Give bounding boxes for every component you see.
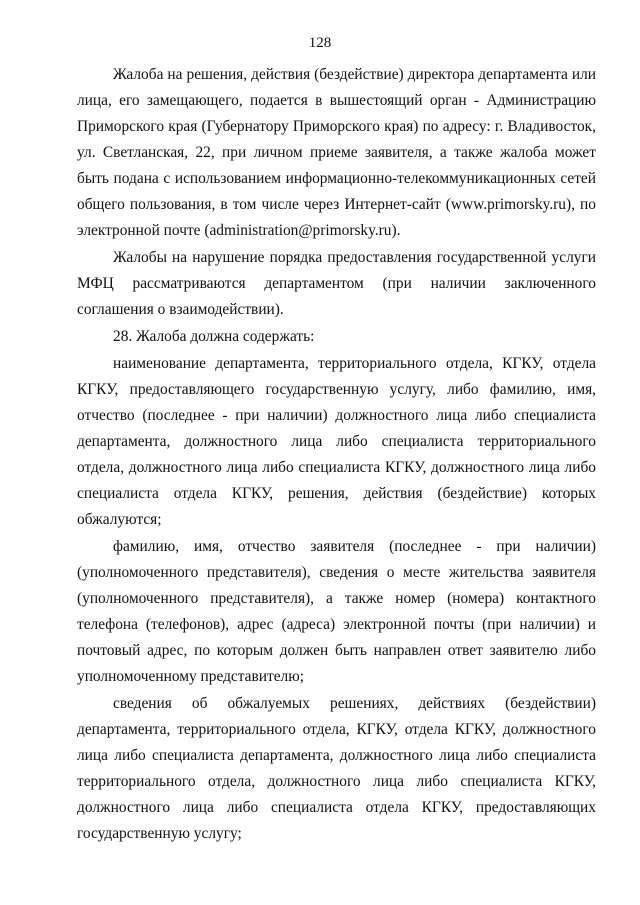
paragraph-item-28-heading: 28. Жалоба должна содержать:	[113, 328, 315, 345]
page-number: 128	[308, 35, 332, 51]
paragraph-department-name: наименование департамента, территориального отдела, КГКУ, отдела КГКУ, предоставляющего государственную услугу, либо фамилию, имя, отчество (последнее - при наличии) должностного лица либо специалиста департамента, должностного лица либо специалиста территориального отдела, должностного лица либо специалиста КГКУ, должностного лица либо специалиста отдела КГКУ, решения, действия (бездействие) которых обжалуются;	[77, 355, 596, 528]
paragraph-complaint-mfc: Жалобы на нарушение порядка предоставления государственной услуги МФЦ рассматриваются департаментом (при наличии заключенного соглашения о взаимодействии).	[77, 249, 596, 318]
paragraph-applicant-details: фамилию, имя, отчество заявителя (последнее - при наличии) (уполномоченного представителя), сведения о месте жительства заявителя (уполномоченного представителя), а также номер (номера) контактного телефона (телефонов), адрес (адреса) электронной почты (при наличии) и почтовый адрес, по которым должен быть направлен ответ заявителю либо уполномоченному представителю;	[77, 538, 596, 685]
paragraph-appealed-decisions: сведения об обжалуемых решениях, действиях (бездействии) департамента, территориального отдела, КГКУ, отдела КГКУ, должностного лица либо специалиста департамента, должностного лица либо специалиста территориального отдела, должностного лица либо специалиста КГКУ, должностного лица либо специалиста отдела КГКУ, предоставляющих государственную услугу;	[77, 695, 596, 842]
document-body	[77, 62, 596, 847]
paragraph-complaint-director: Жалоба на решения, действия (бездействие) директора департамента или лица, его замещающего, подается в вышестоящий орган - Администрацию Приморского края (Губернатору Приморского края) по адресу: г. Владивосток, ул. Светланская, 22, при личном приеме заявителя, а также жалоба может быть подана с использованием информационно-телекоммуникационных сетей общего пользования, в том числе через Интернет-сайт (www.primorsky.ru), по электронной почте (administration@primorsky.ru).	[77, 66, 596, 239]
